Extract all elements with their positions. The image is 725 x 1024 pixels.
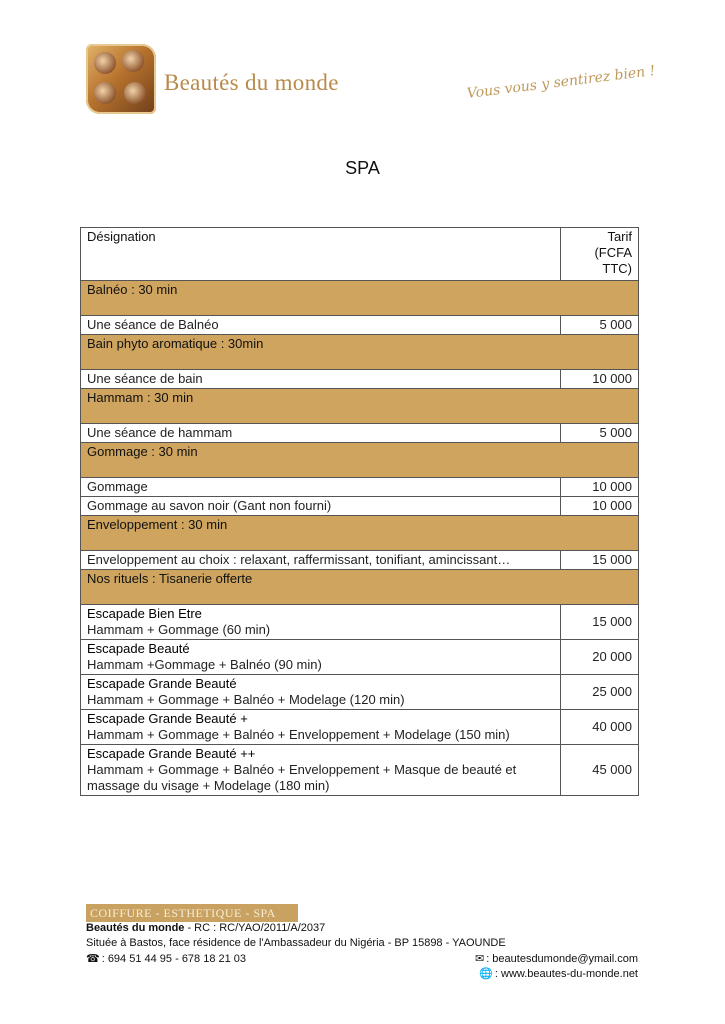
section-label: Bain phyto aromatique : 30min xyxy=(81,335,639,370)
header-price: Tarif (FCFA TTC) xyxy=(561,228,639,281)
section-row xyxy=(81,570,639,605)
item-price: 10 000 xyxy=(561,478,639,497)
table-row xyxy=(81,478,639,497)
section-row xyxy=(81,281,639,316)
footer-web-line xyxy=(479,967,638,980)
table-row xyxy=(81,551,639,570)
item-label: Enveloppement au choix : relaxant, raffermissant, tonifiant, amincissant… xyxy=(81,551,561,570)
footer-web[interactable]: : www.beautes-du-monde.net xyxy=(494,968,638,980)
section-row xyxy=(81,516,639,551)
footer-address: Située à Bastos, face résidence de l'Ambassadeur du Nigéria - BP 15898 - YAOUNDE xyxy=(86,937,506,949)
ritual-name: Escapade Grande Beauté + xyxy=(87,711,248,726)
section-label: Hammam : 30 min xyxy=(81,389,639,424)
item-label: Une séance de bain xyxy=(81,370,561,389)
item-label: Gommage xyxy=(81,478,561,497)
footer-phone-line xyxy=(86,952,246,965)
globe-icon: 🌐 xyxy=(479,968,493,980)
item-label: Une séance de hammam xyxy=(81,424,561,443)
table-row xyxy=(81,370,639,389)
section-label: Balnéo : 30 min xyxy=(81,281,639,316)
item-price: 15 000 xyxy=(561,551,639,570)
footer-email[interactable]: : beautesdumonde@ymail.com xyxy=(486,953,638,965)
ritual-cell xyxy=(81,640,561,675)
ritual-price: 20 000 xyxy=(561,640,639,675)
table-row xyxy=(81,497,639,516)
price-table xyxy=(80,227,639,796)
table-row xyxy=(81,640,639,675)
table-row xyxy=(81,675,639,710)
ritual-price: 25 000 xyxy=(561,675,639,710)
page-title: SPA xyxy=(345,158,380,178)
ritual-name: Escapade Beauté xyxy=(87,641,190,656)
item-price: 5 000 xyxy=(561,424,639,443)
item-price: 10 000 xyxy=(561,497,639,516)
ritual-cell xyxy=(81,745,561,796)
footer-email-line xyxy=(475,952,638,965)
ritual-detail: Hammam + Gommage (60 min) xyxy=(87,622,271,637)
ritual-cell xyxy=(81,605,561,640)
section-label: Gommage : 30 min xyxy=(81,443,639,478)
item-label: Gommage au savon noir (Gant non fourni) xyxy=(81,497,561,516)
table-header-row xyxy=(81,228,639,281)
item-price: 5 000 xyxy=(561,316,639,335)
table-row xyxy=(81,710,639,745)
header-designation: Désignation xyxy=(81,228,561,281)
ritual-detail: Hammam +Gommage + Balnéo (90 min) xyxy=(87,657,322,672)
brand-logo xyxy=(86,44,356,116)
ritual-price: 15 000 xyxy=(561,605,639,640)
footer-company: Beautés du monde xyxy=(86,922,185,934)
ritual-name: Escapade Bien Etre xyxy=(87,606,202,621)
ritual-name: Escapade Grande Beauté ++ xyxy=(87,746,256,761)
ritual-detail: Hammam + Gommage + Balnéo + Enveloppement + Modelage (150 min) xyxy=(87,727,510,742)
section-row xyxy=(81,389,639,424)
table-row xyxy=(81,605,639,640)
ritual-price: 45 000 xyxy=(561,745,639,796)
item-label: Une séance de Balnéo xyxy=(81,316,561,335)
section-row xyxy=(81,443,639,478)
footer-company-line xyxy=(86,922,325,934)
section-label: Enveloppement : 30 min xyxy=(81,516,639,551)
brand-name: Beautés du monde xyxy=(164,70,339,95)
table-row xyxy=(81,424,639,443)
phone-icon: ☎ xyxy=(86,953,100,965)
section-label: Nos rituels : Tisanerie offerte xyxy=(81,570,639,605)
ritual-price: 40 000 xyxy=(561,710,639,745)
footer-band: COIFFURE - ESTHETIQUE - SPA xyxy=(86,904,298,922)
tagline: Vous vous y sentirez bien ! xyxy=(466,63,657,102)
table-row xyxy=(81,316,639,335)
section-row xyxy=(81,335,639,370)
item-price: 10 000 xyxy=(561,370,639,389)
envelope-icon: ✉ xyxy=(474,953,485,965)
ritual-detail: Hammam + Gommage + Balnéo + Enveloppement + Masque de beauté et massage du visage + Modelage (180 min) xyxy=(87,762,517,793)
ritual-detail: Hammam + Gommage + Balnéo + Modelage (120 min) xyxy=(87,692,405,707)
table-row xyxy=(81,745,639,796)
ritual-cell xyxy=(81,710,561,745)
ritual-cell xyxy=(81,675,561,710)
logo-photo-collage xyxy=(86,44,156,114)
footer-rc: - RC : RC/YAO/2011/A/2037 xyxy=(184,922,326,934)
footer-phone: : 694 51 44 95 - 678 18 21 03 xyxy=(101,953,247,965)
ritual-name: Escapade Grande Beauté xyxy=(87,676,237,691)
